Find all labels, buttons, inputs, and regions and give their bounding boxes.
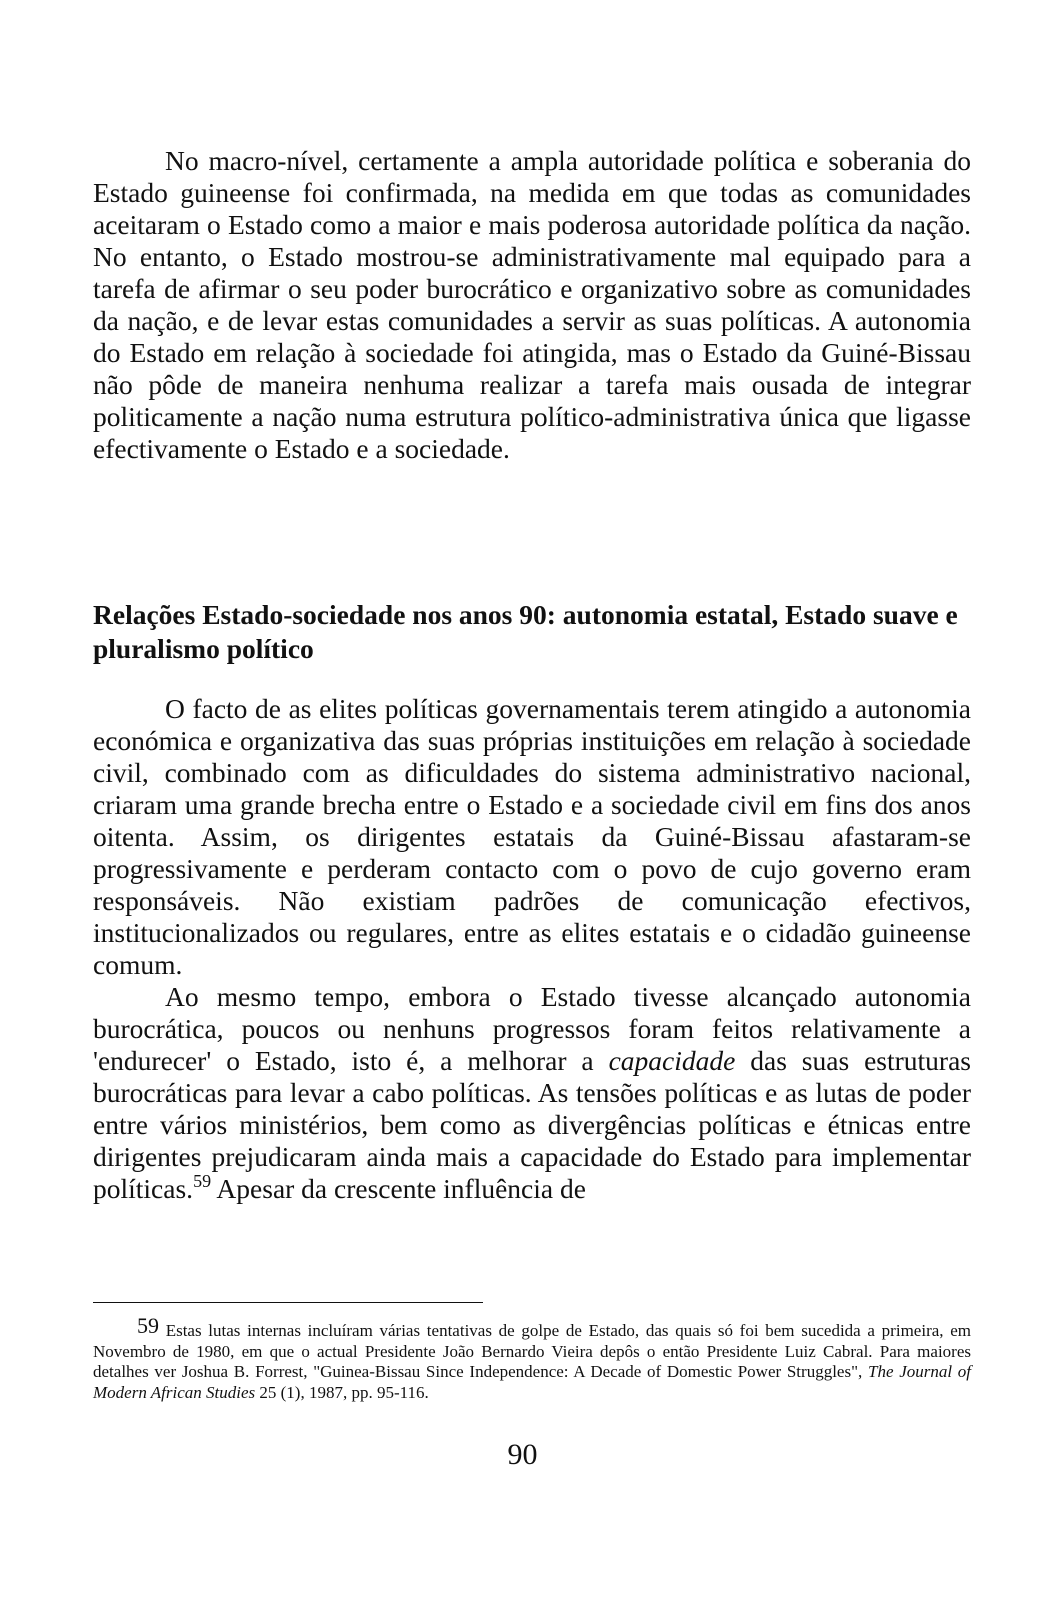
paragraph-3-text-c: Apesar da crescente influência de <box>211 1173 586 1204</box>
footnote-text-a: Estas lutas internas incluíram várias tentativas de golpe de Estado, das quais só foi bem sucedida a primeira, em Novembro de 1980, em que o actual Presidente João Bernardo Vieira depôs o então Presidente Luiz Cabral. Para maiores detalhes ver Joshua B. Forrest, "Guinea-Bissau Since Independence: A Decade of Domestic Power Struggles", <box>93 1321 971 1381</box>
section-body <box>93 693 971 1205</box>
paragraph-3-text-a: Ao mesmo tempo, embora o Estado tivesse alcançado autonomia burocrática, poucos ou nenhuns progressos foram feitos relativamente a 'endurecer' o Estado, isto é, a melhorar a <box>93 981 971 1076</box>
section-heading: Relações Estado-sociedade nos anos 90: autonomia estatal, Estado suave e pluralismo político <box>93 599 958 664</box>
paragraph-3 <box>93 981 971 1205</box>
page-number: 90 <box>507 1438 538 1471</box>
footnote-text-b: 25 (1), 1987, pp. 95-116. <box>255 1382 429 1402</box>
footnote-number: 59 <box>137 1313 159 1338</box>
paragraph-3-text-b: das suas estruturas burocráticas para levar a cabo políticas. As tensões políticas e as lutas de poder entre vários ministérios, bem como as divergências políticas e étnicas entre dirigentes prejudicaram ainda mais a capacidade do Estado para implementar políticas. <box>93 1045 971 1204</box>
footnote-divider <box>93 1302 483 1303</box>
emphasis-capacidade: capacidade <box>608 1045 736 1076</box>
footnote-reference[interactable]: 59 <box>193 1171 212 1191</box>
paragraph-2: O facto de as elites políticas governamentais terem atingido a autonomia económica e organizativa das suas próprias instituições em relação à sociedade civil, combinado com as dificuldades do sistema administrativo nacional, criaram uma grande brecha entre o Estado e a sociedade civil em fins dos anos oitenta. Assim, os dirigentes estatais da Guiné-Bissau afastaram-se progressivamente e perderam contacto com o povo de cujo governo eram responsáveis. Não existiam padrões de comunicação efectivos, institucionalizados ou regulares, entre as elites estatais e o cidadão guineense comum. <box>93 693 971 980</box>
footnote-journal-title: The Journal of Modern African Studies <box>93 1362 971 1402</box>
intro-paragraph: No macro-nível, certamente a ampla autoridade política e soberania do Estado guineense foi confirmada, na medida em que todas as comunidades aceitaram o Estado como a maior e mais poderosa autoridade política da nação. No entanto, o Estado mostrou-se administrativamente mal equipado para a tarefa de afirmar o seu poder burocrático e organizativo sobre as comunidades da nação, e de levar estas comunidades a servir as suas políticas. A autonomia do Estado em relação à sociedade foi atingida, mas o Estado da Guiné-Bissau não pôde de maneira nenhuma realizar a tarefa mais ousada de integrar politicamente a nação numa estrutura político-administrativa única que ligasse efectivamente o Estado e a sociedade. <box>93 145 971 464</box>
footnote <box>93 1313 971 1403</box>
